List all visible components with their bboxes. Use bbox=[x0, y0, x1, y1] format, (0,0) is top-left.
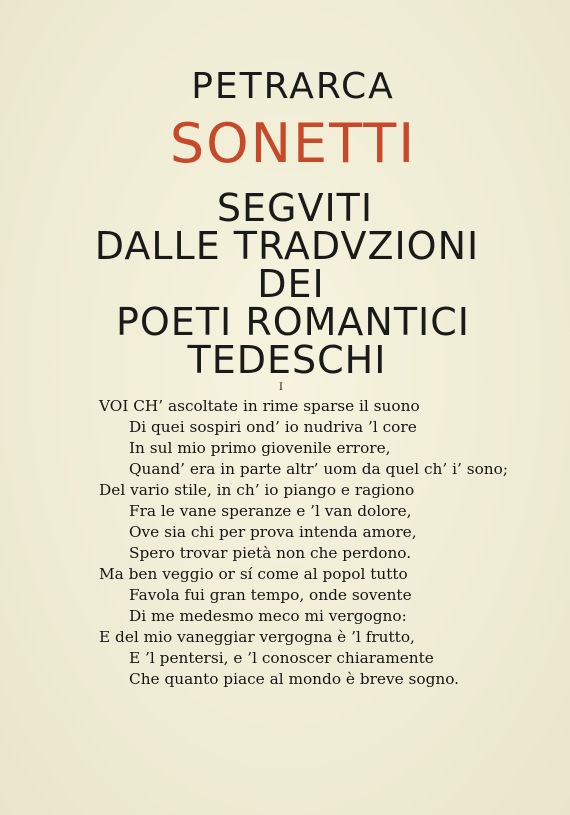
sonnet-number: I bbox=[279, 382, 283, 393]
poem-line: VOI CH’ ascoltate in rime sparse il suono bbox=[99, 397, 420, 415]
subtitle-line: DEI bbox=[257, 262, 325, 306]
author-name: PETRARCA bbox=[191, 66, 395, 107]
poem-line: Di me medesmo meco mi vergogno: bbox=[129, 607, 407, 625]
poem-line: Quand’ era in parte altr’ uom da quel ch’ i’ sono; bbox=[129, 460, 509, 478]
book-title: SONETTI bbox=[169, 112, 417, 175]
poem-line: E ’l pentersi, e ’l conoscer chiaramente bbox=[129, 649, 434, 667]
subtitle-line: DALLE TRADVZIONI bbox=[94, 224, 480, 268]
poem-line: Di quei sospiri ond’ io nudriva ’l core bbox=[129, 418, 417, 436]
poem-line: E del mio vaneggiar vergogna è ’l frutto, bbox=[99, 628, 415, 646]
subtitle-line: SEGVITI bbox=[216, 186, 374, 230]
poem-line: Che quanto piace al mondo è breve sogno. bbox=[129, 670, 460, 688]
poem-line: Ove sia chi per prova intenda amore, bbox=[129, 523, 417, 541]
subtitle-line: POETI ROMANTICI bbox=[115, 300, 470, 344]
poem-line: Fra le vane speranze e ’l van dolore, bbox=[129, 502, 412, 520]
poem-line: Ma ben veggio or sí come al popol tutto bbox=[99, 565, 408, 583]
poem-line: Spero trovar pietà non che perdono. bbox=[129, 544, 412, 562]
subtitle-line: TEDESCHI bbox=[187, 338, 387, 382]
poem-line: Del vario stile, in ch’ io piango e ragiono bbox=[99, 481, 415, 499]
poem-line: Favola fui gran tempo, onde sovente bbox=[129, 586, 412, 604]
poem-line: In sul mio primo giovenile errore, bbox=[129, 439, 391, 457]
